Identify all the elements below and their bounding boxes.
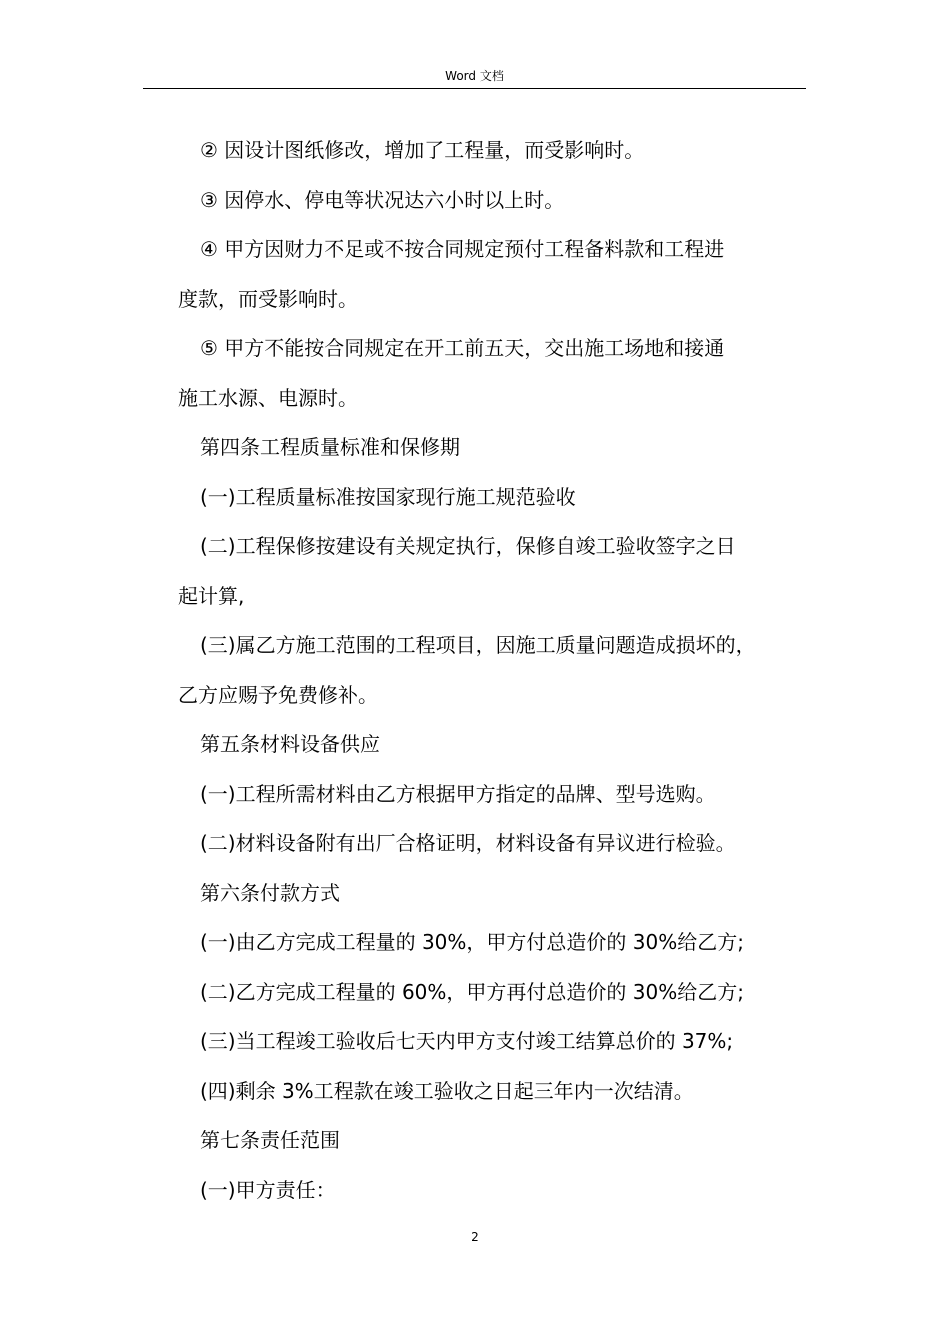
document-body [178, 128, 808, 1217]
paragraph-line: ③ 因停水、停电等状况达六小时以上时。 [200, 187, 565, 212]
paragraph-line: 第四条工程质量标准和保修期 [200, 435, 460, 459]
paragraph-line: (一)工程所需材料由乙方根据甲方指定的品牌、型号选购。 [200, 781, 716, 806]
paragraph-line: 乙方应赐予免费修补。 [178, 682, 378, 707]
paragraph-line: (一)甲方责任： [200, 1177, 336, 1202]
page-header [143, 66, 806, 89]
paragraph-line: 第七条责任范围 [200, 1128, 340, 1152]
paragraph-line: ⑤ 甲方不能按合同规定在开工前五天，交出施工场地和接通 [200, 336, 725, 360]
paragraph-line: (一)工程质量标准按国家现行施工规范验收 [200, 484, 576, 509]
paragraph-line: 第六条付款方式 [200, 880, 340, 905]
paragraph-line: 起计算, [178, 583, 245, 608]
paragraph-line: (四)剩余 3%工程款在竣工验收之日起三年内一次结清。 [200, 1078, 694, 1103]
paragraph-line: (二)材料设备附有出厂合格证明，材料设备有异议进行检验。 [200, 831, 736, 855]
paragraph-line: 度款，而受影响时。 [178, 286, 358, 311]
paragraph-line: (二)乙方完成工程量的 60%，甲方再付总造价的 30%给乙方; [200, 979, 744, 1004]
paragraph-line: (一)由乙方完成工程量的 30%，甲方付总造价的 30%给乙方; [200, 930, 744, 954]
paragraph-line: ④ 甲方因财力不足或不按合同规定预付工程备料款和工程进 [200, 237, 725, 261]
paragraph-line: (三)当工程竣工验收后七天内甲方支付竣工结算总价的 37%; [200, 1029, 734, 1053]
paragraph-line: 施工水源、电源时。 [178, 385, 358, 410]
paragraph-line: (三)属乙方施工范围的工程项目，因施工质量问题造成损坏的， [200, 633, 756, 657]
page-number: 2 [471, 1230, 479, 1244]
paragraph-line: ② 因设计图纸修改，增加了工程量，而受影响时。 [200, 138, 645, 162]
paragraph-line: (二)工程保修按建设有关规定执行，保修自竣工验收签字之日 [200, 534, 736, 558]
header-title: Word 文档 [445, 69, 504, 83]
paragraph-line: 第五条材料设备供应 [200, 732, 380, 756]
